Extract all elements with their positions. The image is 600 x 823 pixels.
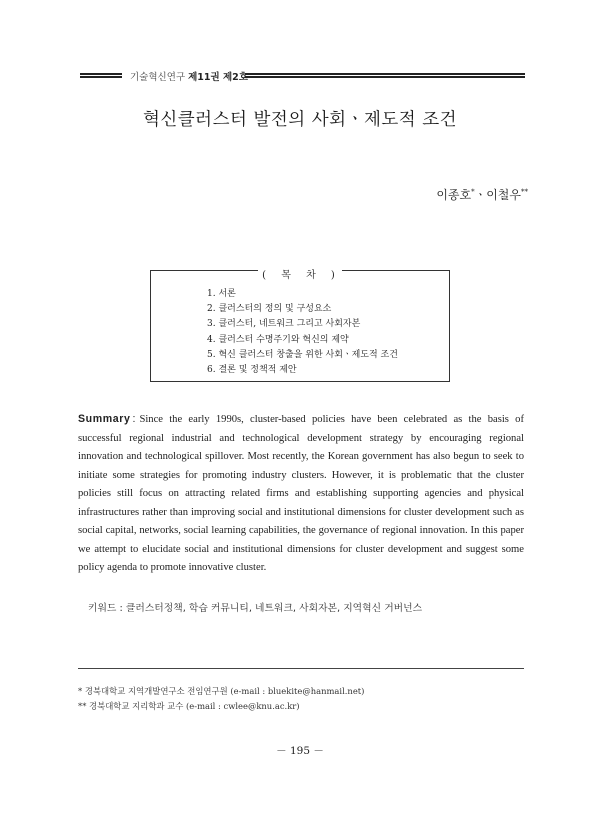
author-line bbox=[436, 186, 528, 203]
summary-text: Since the early 1990s, cluster-based policies have been celebrated as the basis of successful regional industrial and technological development strategy by encouraging regional innovation and technological spillover. Most recently, the Korean government has also begun to seek to initiate some strategies for promoting industry clusters. However, it is problematic that the cluster policies still focus on attracting related firms and establishing supporting agencies and physical infrastructures rather than improving social and institutional dimensions for cluster development such as social capital, networks, social learning capabilities, the governance of regional innovation. In this paper we attempt to elucidate social and institutional dimensions for cluster development and suggest some policy agenda to promote innovative cluster. bbox=[78, 414, 524, 573]
author-name: 이철우 bbox=[486, 188, 521, 202]
journal-volume-issue: 제11권 제2호 bbox=[188, 72, 248, 83]
table-of-contents bbox=[150, 270, 450, 382]
toc-heading: ( 목 차 ) bbox=[258, 270, 342, 281]
toc-heading-wrap bbox=[151, 263, 449, 282]
author-name: 이종호 bbox=[436, 188, 472, 202]
keywords-line: 키워드 : 클러스터정책, 학습 커뮤니티, 네트워크, 사회자본, 지역혁신 거버넌스 bbox=[88, 603, 423, 614]
page-number: － 195 － bbox=[276, 745, 324, 757]
journal-header bbox=[80, 70, 525, 84]
toc-item: 1. 서론 bbox=[207, 289, 236, 299]
toc-item: 2. 클러스터의 정의 및 구성요소 bbox=[207, 304, 332, 315]
summary-label: Summary bbox=[78, 413, 131, 425]
footnote-divider bbox=[78, 668, 524, 669]
toc-item: 6. 결론 및 정책적 제안 bbox=[207, 365, 297, 376]
journal-citation bbox=[130, 69, 248, 83]
summary-colon: : bbox=[132, 413, 136, 425]
toc-item: 5. 혁신 클러스터 창출을 위한 사회ㆍ제도적 조건 bbox=[207, 349, 398, 360]
author-separator: ㆍ bbox=[474, 188, 487, 202]
header-rule-right bbox=[245, 73, 525, 78]
footnote-item: * 경북대학교 지역개발연구소 전임연구원 (e-mail : bluekite@hanmail.net) bbox=[78, 686, 365, 696]
toc-item: 3. 클러스터, 네트워크 그리고 사회자본 bbox=[207, 319, 361, 330]
summary-paragraph bbox=[78, 410, 524, 578]
footnotes bbox=[78, 684, 364, 714]
header-rule-left bbox=[80, 73, 122, 78]
footnote-item: ** 경북대학교 지리학과 교수 (e-mail : cwlee@knu.ac.kr) bbox=[78, 701, 300, 711]
paper-title: 혁신클러스터 발전의 사회ㆍ제도적 조건 bbox=[142, 110, 458, 130]
toc-list bbox=[207, 287, 398, 378]
toc-item: 4. 클러스터 수명주기와 혁신의 제약 bbox=[207, 334, 349, 345]
journal-name: 기술혁신연구 bbox=[130, 72, 186, 83]
author-footnote-mark: ** bbox=[521, 188, 528, 196]
author-footnote-mark: * bbox=[471, 188, 475, 196]
